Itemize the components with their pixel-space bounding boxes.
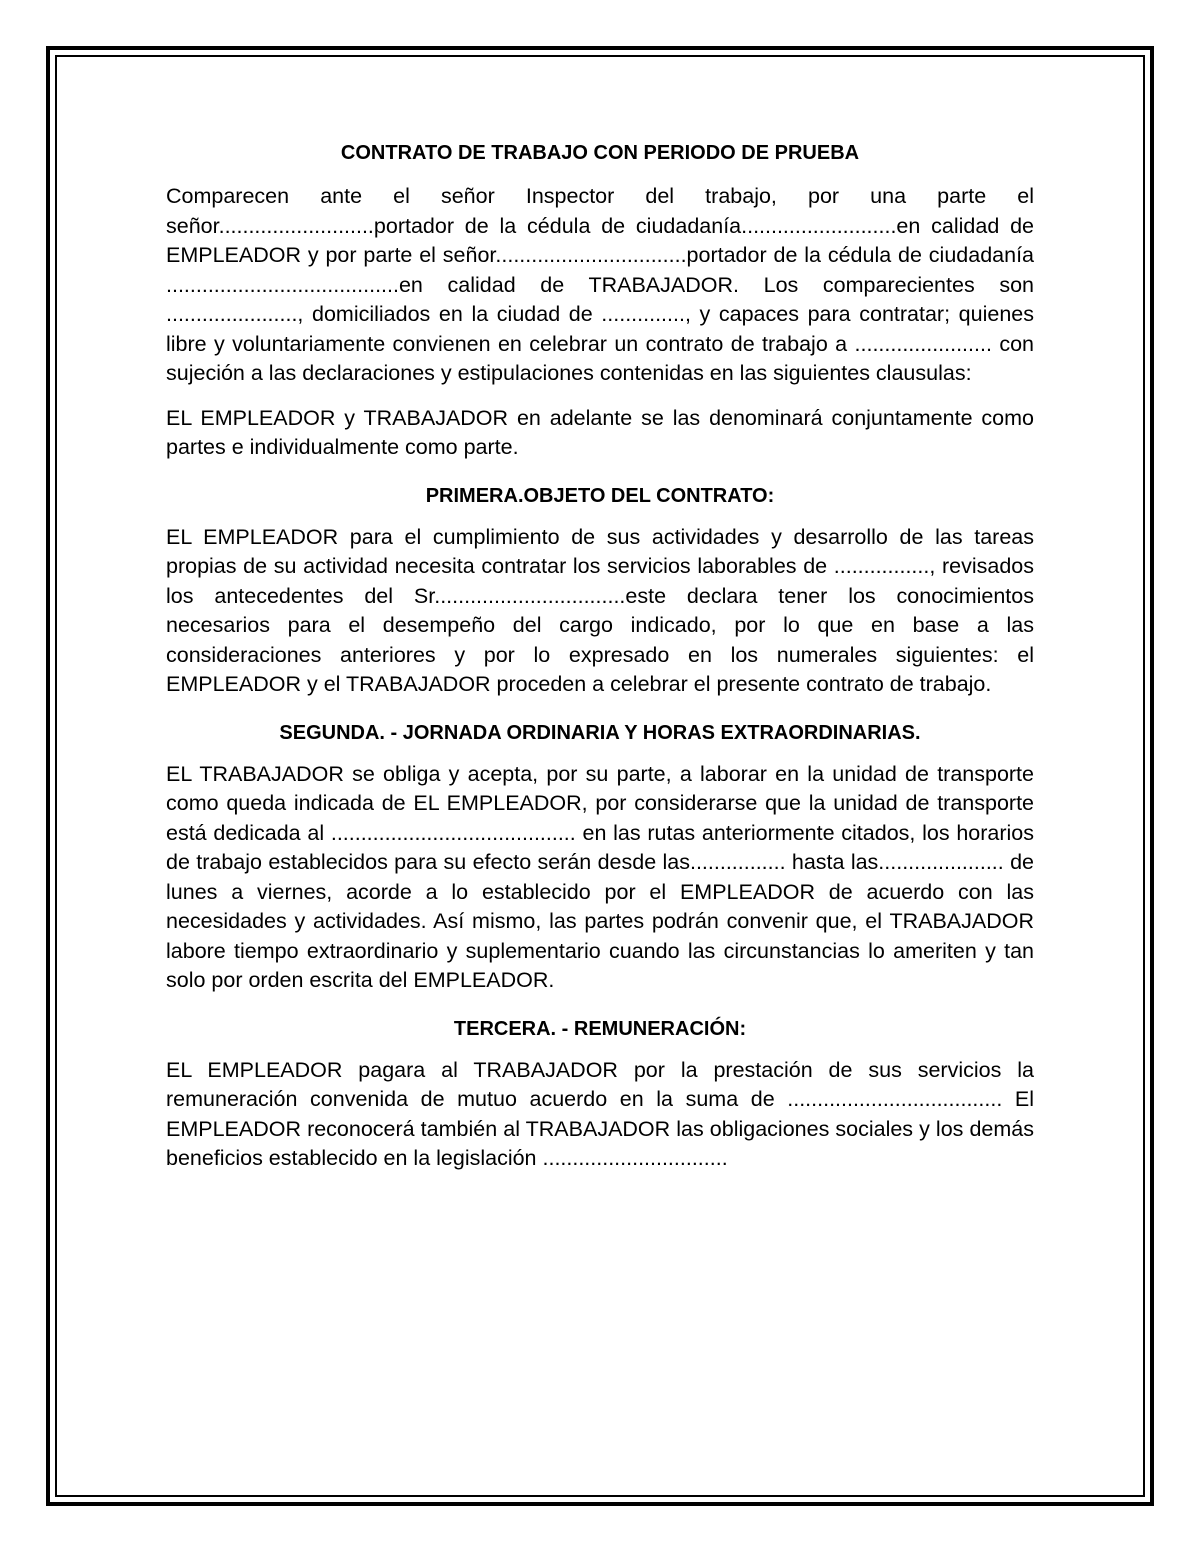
clause-body-primera: EL EMPLEADOR para el cumplimiento de sus actividades y desarrollo de las tareas propias de su actividad necesita contratar los servicios laborables de ................, revisados los antecedentes del Sr................................este declara tener los conocimientos necesarios para el desempeño del cargo indicado, por lo que en base a las consideraciones anteriores y por lo expresado en los numerales siguientes: el EMPLEADOR y el TRABAJADOR proceden a celebrar el presente contrato de trabajo.	[166, 524, 1034, 696]
document-title: CONTRATO DE TRABAJO CON PERIODO DE PRUEBA	[340, 142, 860, 164]
clause-heading-segunda: SEGUNDA. - JORNADA ORDINARIA Y HORAS EXTRAORDINARIAS.	[279, 721, 921, 744]
clause-body-tercera: EL EMPLEADOR pagara al TRABAJADOR por la prestación de sus servicios la remuneración convenida de mutuo acuerdo en la suma de .................................... El EMPLEADOR reconocerá también al TRABAJADOR las obligaciones sociales y los demás beneficios establecido en la legislación ...............................	[166, 1057, 1034, 1170]
clause-heading-primera: PRIMERA.OBJETO DEL CONTRATO:	[425, 484, 775, 507]
clause-body-segunda: EL TRABAJADOR se obliga y acepta, por su parte, a laborar en la unidad de transporte como queda indicada de EL EMPLEADOR, por considerarse que la unidad de transporte está dedicada al ......................................... en las rutas anteriormente citados, los horarios de trabajo establecidos para su efecto serán desde las................ hasta las..................... de lunes a viernes, acorde a lo establecido por el EMPLEADOR de acuerdo con las necesidades y actividades. Así mismo, las partes podrán convenir que, el TRABAJADOR labore tiempo extraordinario y suplementario cuando las circunstancias lo ameriten y tan solo por orden escrita del EMPLEADOR.	[166, 761, 1034, 992]
clause-heading-tercera: TERCERA. - REMUNERACIÓN:	[453, 1017, 747, 1040]
document-body	[166, 138, 1034, 1174]
parties-definition-paragraph: EL EMPLEADOR y TRABAJADOR en adelante se las denominará conjuntamente como partes e individualmente como parte.	[166, 405, 1034, 459]
intro-paragraph: Comparecen ante el señor Inspector del trabajo, por una parte el señor..........................portador de la cédula de ciudadanía..........................en calidad de EMPLEADOR y por parte el señor................................portador de la cédula de ciudadanía .......................................en calidad de TRABAJADOR. Los comparecientes son ......................, domiciliados en la ciudad de .............., y capaces para contratar; quienes libre y voluntariamente convienen en celebrar un contrato de trabajo a ....................... con sujeción a las declaraciones y estipulaciones contenidas en las siguientes clausulas:	[166, 184, 1034, 385]
